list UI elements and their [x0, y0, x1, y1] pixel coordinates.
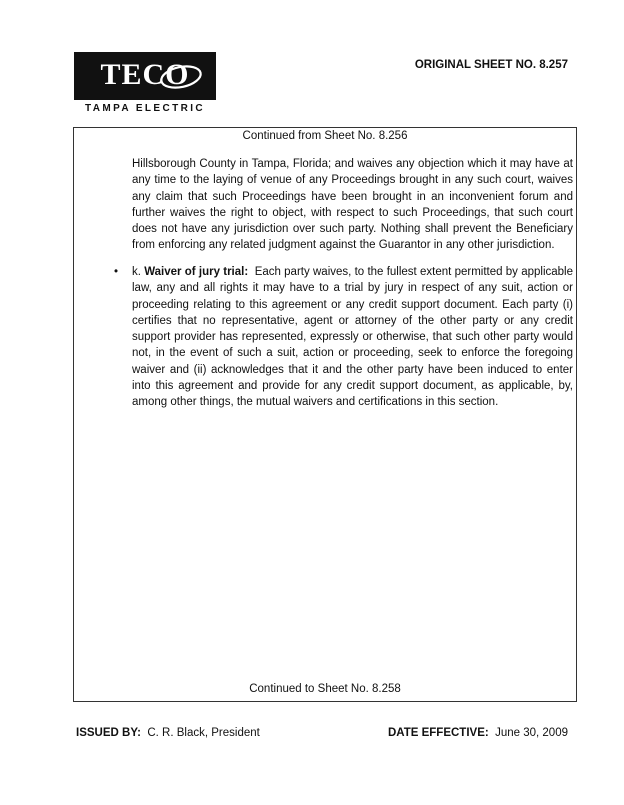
teco-logo-mark — [74, 52, 216, 100]
issued-by — [76, 727, 260, 739]
paragraph-jury-waiver — [132, 264, 573, 411]
teco-logo — [74, 52, 216, 114]
item-letter: k. — [132, 266, 141, 278]
continued-from: Continued from Sheet No. 8.256 — [242, 130, 408, 142]
item-heading: Waiver of jury trial: — [144, 266, 249, 278]
date-effective-value: June 30, 2009 — [495, 727, 568, 739]
content-frame — [73, 127, 577, 702]
sheet-number: ORIGINAL SHEET NO. 8.257 — [414, 59, 568, 71]
logo-subtitle: TAMPA ELECTRIC — [84, 103, 206, 114]
swoosh-icon — [158, 62, 204, 92]
paragraph-venue: Hillsborough County in Tampa, Florida; and waives any objection which it may have at any time to the laying of venue of any Proceedings brought in any such court, waives any claim that such Proceedings have been brought in an inconvenient forum and further waives the right to object, with respect to such Proceedings, that such court does not have any jurisdiction over such party. Nothing shall prevent the Beneficiary from enforcing any related judgment against the Guarantor in any other jurisdiction. — [132, 158, 573, 252]
item-text: Each party waives, to the fullest extent permitted by applicable law, any and all rights it may have to a trial by jury in respect of any suit, action or proceeding relating to this agreement or any credit support document. Each party (i) certifies that no representative, agent or attorney of the other party or any credit support provider has represented, expressly or otherwise, that such other party would not, in the event of such a suit, action or proceeding, seek to enforce the foregoing waiver and (ii) acknowledges that it and the other party have been induced to enter into this agreement and provide for any credit support document, as applicable, by, among other things, the mutual waivers and certifications in this section. — [132, 266, 573, 409]
bullet-icon: • — [114, 266, 119, 278]
logo-text: TECO — [100, 58, 190, 91]
issued-by-label: ISSUED BY: — [76, 727, 141, 739]
continued-to: Continued to Sheet No. 8.258 — [249, 683, 401, 695]
date-effective-label: DATE EFFECTIVE: — [387, 727, 489, 739]
date-effective — [388, 727, 568, 739]
issued-by-value: C. R. Black, President — [147, 727, 260, 739]
